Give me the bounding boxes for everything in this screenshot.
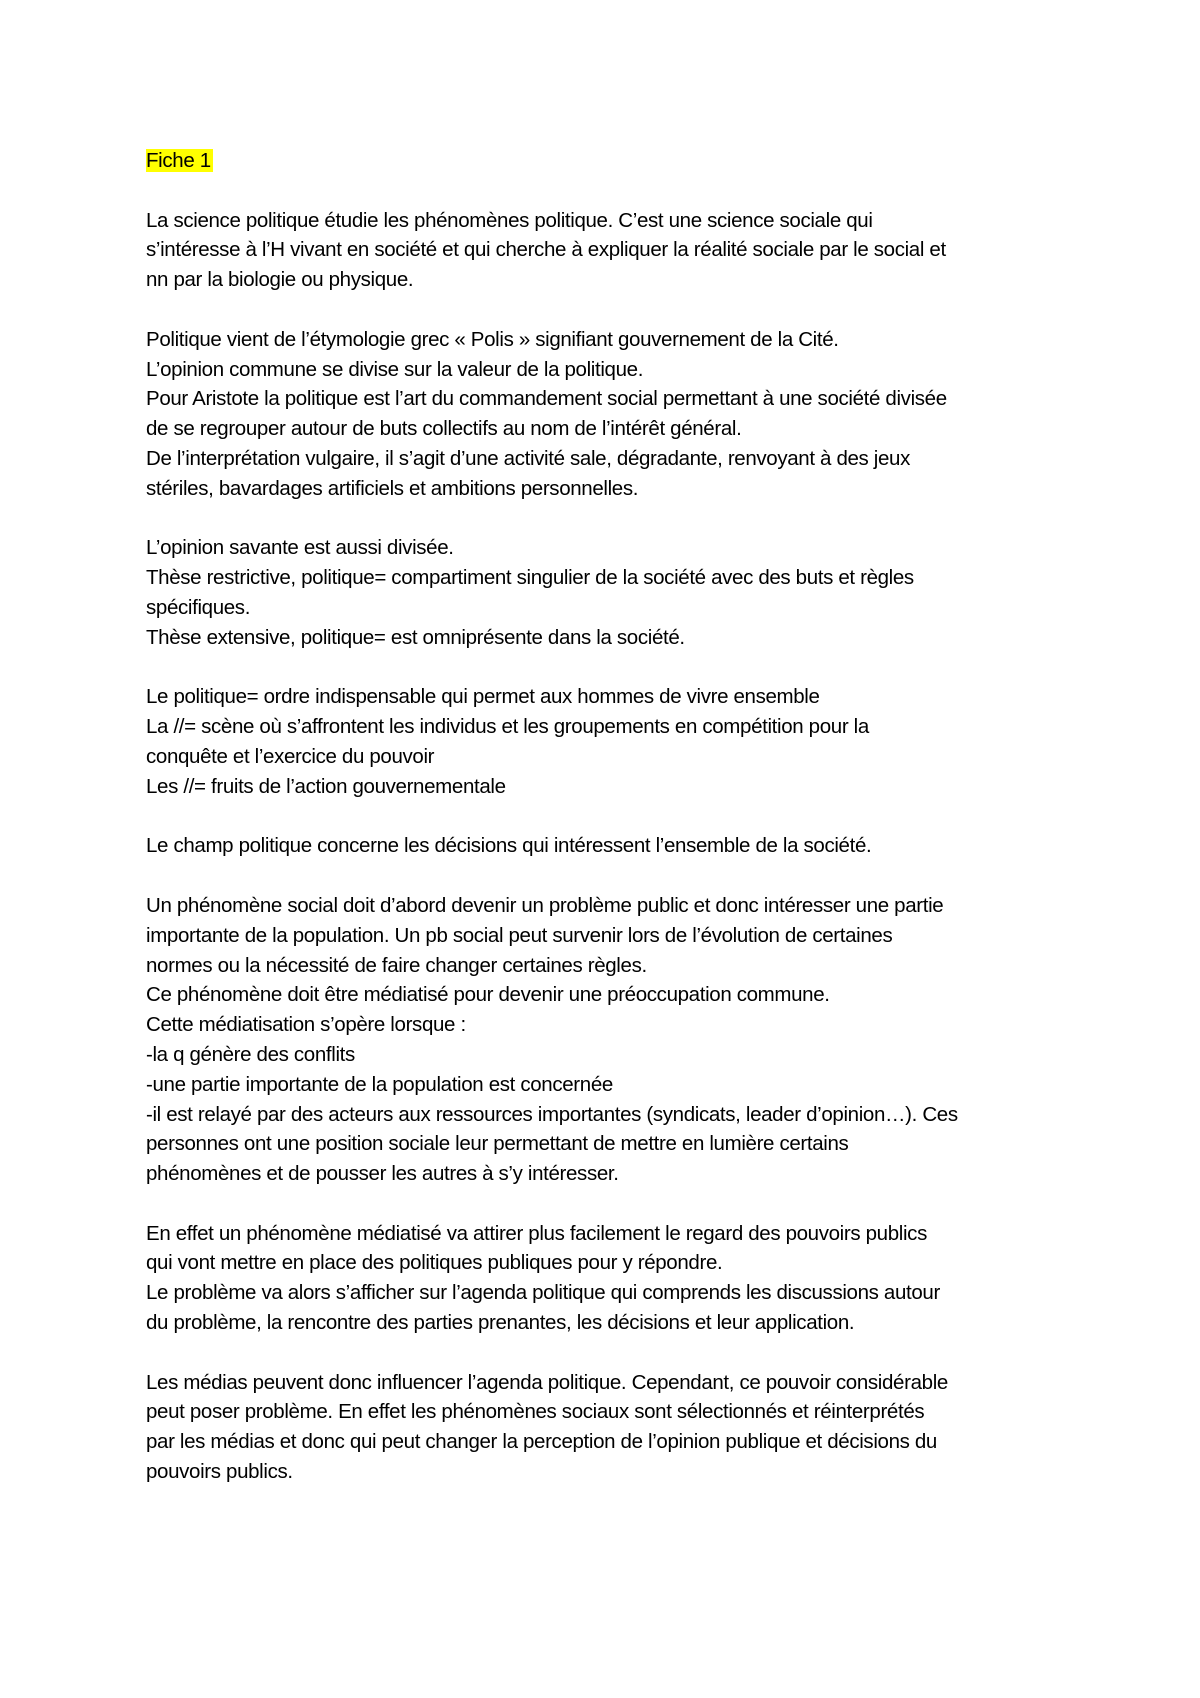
document-body — [146, 206, 1086, 1487]
paragraph-line: spécifiques. — [146, 595, 251, 619]
paragraph — [146, 1219, 1086, 1338]
paragraph-line: stériles, bavardages artificiels et ambitions personnelles. — [146, 476, 639, 500]
paragraph-line: phénomènes et de pousser les autres à s’y intéresser. — [146, 1162, 619, 1186]
paragraph-line: -une partie importante de la population est concernée — [146, 1072, 613, 1096]
paragraph-line: importante de la population. Un pb social peut survenir lors de l’évolution de certaines — [146, 923, 893, 947]
paragraph-line: conquête et l’exercice du pouvoir — [146, 744, 435, 768]
paragraph-line: nn par la biologie ou physique. — [146, 268, 414, 292]
paragraph-line: Thèse extensive, politique= est omniprésente dans la société. — [146, 625, 685, 649]
paragraph-line: Politique vient de l’étymologie grec « Polis » signifiant gouvernement de la Cité. — [146, 327, 839, 351]
paragraph-line: L’opinion savante est aussi divisée. — [146, 536, 454, 560]
paragraph — [146, 682, 1086, 801]
paragraph — [146, 1368, 1086, 1487]
paragraph-line: Un phénomène social doit d’abord devenir un problème public et donc intéresser une partie — [146, 893, 944, 917]
paragraph-line: normes ou la nécessité de faire changer certaines règles. — [146, 953, 647, 977]
document-title-line — [146, 146, 1086, 176]
paragraph-line: Le problème va alors s’afficher sur l’agenda politique qui comprends les discussions autour — [146, 1281, 940, 1305]
paragraph-line: par les médias et donc qui peut changer la perception de l’opinion publique et décisions du — [146, 1430, 937, 1454]
paragraph-line: s’intéresse à l’H vivant en société et qui cherche à expliquer la réalité sociale par le social et — [146, 238, 946, 262]
paragraph-line: La //= scène où s’affrontent les individus et les groupements en compétition pour la — [146, 715, 869, 739]
paragraph-line: L’opinion commune se divise sur la valeur de la politique. — [146, 357, 644, 381]
paragraph-line: Cette médiatisation s’opère lorsque : — [146, 1013, 466, 1037]
paragraph-line: Le champ politique concerne les décisions qui intéressent l’ensemble de la société. — [146, 834, 872, 858]
paragraph — [146, 206, 1086, 295]
paragraph — [146, 325, 1086, 504]
paragraph-line: Les //= fruits de l’action gouvernementale — [146, 774, 506, 798]
paragraph-line: -la q génère des conflits — [146, 1042, 355, 1066]
document-page — [146, 146, 1086, 1517]
paragraph-line: Pour Aristote la politique est l’art du commandement social permettant à une société divisée — [146, 387, 947, 411]
paragraph-line: -il est relayé par des acteurs aux ressources importantes (syndicats, leader d’opinion…). Ces — [146, 1102, 958, 1126]
paragraph-line: Le politique= ordre indispensable qui permet aux hommes de vivre ensemble — [146, 685, 820, 709]
paragraph-line: pouvoirs publics. — [146, 1460, 293, 1484]
document-title: Fiche 1 — [146, 149, 211, 172]
paragraph-line: qui vont mettre en place des politiques publiques pour y répondre. — [146, 1251, 723, 1275]
paragraph-line: En effet un phénomène médiatisé va attirer plus facilement le regard des pouvoirs publics — [146, 1221, 927, 1245]
paragraph-line: peut poser problème. En effet les phénomènes sociaux sont sélectionnés et réinterprétés — [146, 1400, 925, 1424]
paragraph-line: La science politique étudie les phénomènes politique. C’est une science sociale qui — [146, 208, 873, 232]
paragraph-line: De l’interprétation vulgaire, il s’agit d’une activité sale, dégradante, renvoyant à des jeux — [146, 446, 910, 470]
paragraph-line: Thèse restrictive, politique= compartiment singulier de la société avec des buts et règles — [146, 566, 914, 590]
paragraph — [146, 831, 1086, 861]
paragraph-line: du problème, la rencontre des parties prenantes, les décisions et leur application. — [146, 1311, 855, 1335]
paragraph-line: de se regrouper autour de buts collectifs au nom de l’intérêt général. — [146, 417, 742, 441]
paragraph-line: personnes ont une position sociale leur permettant de mettre en lumière certains — [146, 1132, 849, 1156]
paragraph-line: Les médias peuvent donc influencer l’agenda politique. Cependant, ce pouvoir considérable — [146, 1370, 948, 1394]
paragraph-line: Ce phénomène doit être médiatisé pour devenir une préoccupation commune. — [146, 983, 830, 1007]
paragraph — [146, 533, 1086, 652]
paragraph — [146, 891, 1086, 1189]
